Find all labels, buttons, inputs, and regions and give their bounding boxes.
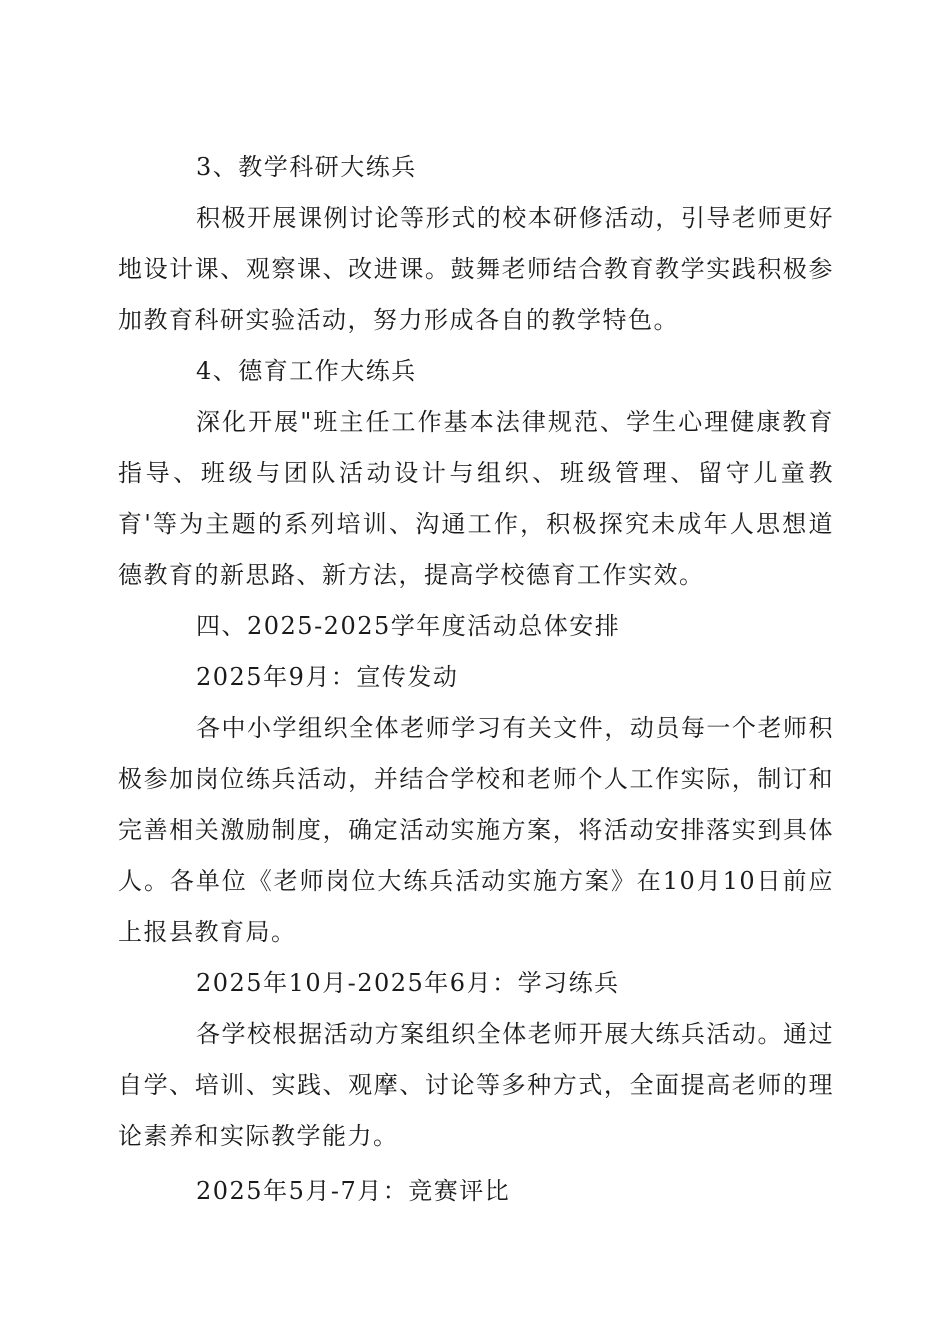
schedule-heading-october-june: 2025年10月-2025年6月：学习练兵 bbox=[196, 969, 620, 997]
paragraph-september: 各中小学组织全体老师学习有关文件，动员每一个老师积极参加岗位练兵活动，并结合学校和老师个人工作实际，制订和完善相关激励制度，确定活动实施方案，将活动安排落实到具体人。各单位《老师岗位大练兵活动实施方案》在10月10日前应上报县教育局。 bbox=[118, 714, 834, 946]
schedule-heading-september: 2025年9月：宣传发动 bbox=[196, 663, 459, 691]
paragraph-teaching-research: 积极开展课例讨论等形式的校本研修活动，引导老师更好地设计课、观察课、改进课。鼓舞老师结合教育教学实践积极参加教育科研实验活动，努力形成各自的教学特色。 bbox=[118, 204, 834, 334]
section-heading-moral-education: 4、德育工作大练兵 bbox=[196, 357, 417, 385]
paragraph-october-june: 各学校根据活动方案组织全体老师开展大练兵活动。通过自学、培训、实践、观摩、讨论等多种方式，全面提高老师的理论素养和实际教学能力。 bbox=[118, 1020, 834, 1150]
section-heading-teaching-research: 3、教学科研大练兵 bbox=[196, 153, 417, 181]
schedule-heading-may-july: 2025年5月-7月：竞赛评比 bbox=[196, 1177, 511, 1205]
paragraph-moral-education: 深化开展"班主任工作基本法律规范、学生心理健康教育指导、班级与团队活动设计与组织、班级管理、留守儿童教育'等为主题的系列培训、沟通工作，积极探究未成年人思想道德教育的新思路、新方法，提高学校德育工作实效。 bbox=[118, 408, 834, 589]
section-heading-overall-schedule: 四、2025-2025学年度活动总体安排 bbox=[196, 612, 621, 640]
document-body bbox=[118, 142, 834, 1217]
